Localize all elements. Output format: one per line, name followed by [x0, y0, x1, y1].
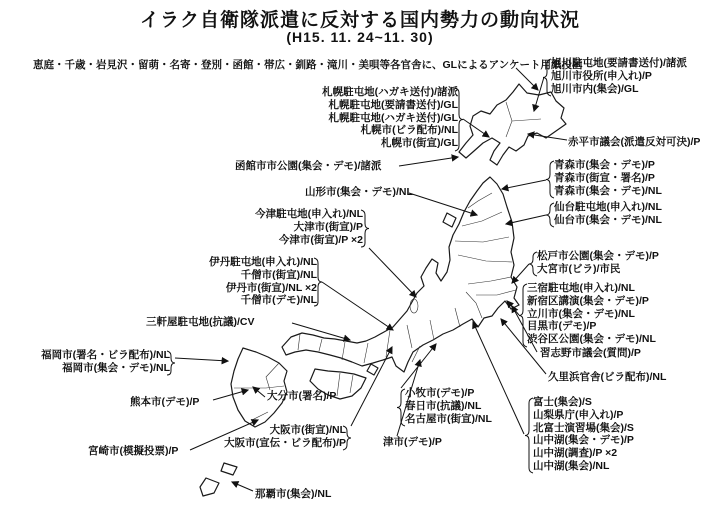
label-line: 三宿駐屯地(申入れ)/NL	[527, 282, 635, 294]
label-group-sangenya	[146, 316, 255, 329]
label-group-kurihama	[548, 371, 666, 384]
label-group-akabira	[568, 136, 700, 149]
label-group-imazu	[255, 208, 363, 246]
label-line: 今津駐屯地(申入れ)/NL	[255, 208, 363, 220]
label-line: 福岡市(署名・ビラ配布)/NL	[41, 349, 170, 361]
label-line: 春日市(抗議)/NL	[405, 399, 482, 412]
label-line: 札幌駐屯地(ハガキ送付)/諸派	[322, 86, 458, 98]
label-line: 仙台市(集会・デモ)/NL	[554, 213, 662, 226]
label-line: 宮崎市(模擬投票)/P	[88, 445, 179, 457]
label-line: 小牧市(デモ)/P	[405, 387, 475, 399]
label-group-hakodate	[235, 160, 381, 173]
brace-mishuku	[519, 284, 527, 347]
label-group-miyazaki	[88, 445, 178, 458]
kyushu-outline	[231, 348, 287, 427]
arrow-yamagata	[409, 193, 477, 215]
label-line: 名古屋市(街宣)/NL	[405, 412, 492, 425]
arrow-imazu	[369, 248, 416, 297]
brace-aomori	[546, 161, 554, 198]
brace-komaki	[397, 389, 405, 426]
label-group-sapporo	[322, 86, 458, 150]
brace-fuji	[525, 398, 533, 473]
label-line: 仙台駐屯地(申入れ)/NL	[554, 201, 662, 213]
label-line: 新宿区講演(集会・デモ)/P	[527, 294, 649, 307]
label-line: 三軒屋駐屯地(抗議)/CV	[146, 316, 255, 328]
label-line: 旭川駐屯地(要請書送付)/諸派	[551, 57, 687, 69]
okinawa-island	[221, 463, 237, 475]
label-line: 青森市(街宣・署名)/P	[554, 171, 655, 184]
label-group-naha	[255, 488, 331, 501]
label-group-osaka	[224, 424, 346, 450]
label-line: 伊丹市(街宣)/NL ×2	[225, 281, 317, 294]
label-group-aomori	[554, 159, 662, 197]
label-group-mishuku	[527, 282, 656, 346]
arrow-fukuoka	[175, 358, 228, 361]
label-line: 渋谷区公園(集会・デモ)/NL	[527, 333, 656, 346]
label-line: 旭川市内(集会)/GL	[551, 82, 639, 95]
arrow-matsudo	[512, 264, 529, 283]
label-line: 北富士演習場(集会)/S	[533, 421, 634, 434]
label-line: 青森市(集会・デモ)/NL	[554, 184, 662, 197]
label-line: 青森市(集会・デモ)/P	[554, 159, 655, 171]
label-line: 山中湖(集会)/NL	[533, 459, 610, 472]
label-group-komaki	[405, 387, 492, 425]
label-line: 札幌市(ビラ配布)/NL	[360, 124, 458, 137]
label-line: 千僧市(デモ)/NL	[240, 294, 317, 307]
label-line: 久里浜官舎(ビラ配布)/NL	[548, 371, 667, 383]
label-line: 大分市(署名)/P	[267, 390, 337, 402]
label-group-matsudo	[537, 250, 659, 276]
label-group-fuji	[533, 396, 634, 473]
arrow-aomori	[502, 180, 546, 189]
label-group-itami	[209, 256, 317, 307]
label-line: 千僧市(街宣)/NL	[240, 268, 317, 281]
sado-island	[443, 213, 456, 227]
label-line: 大阪市(街宣)/NL	[269, 424, 346, 436]
label-line: 山形市(集会・デモ)/NL	[305, 186, 413, 198]
page-title: イラク自衛隊派遣に反対する国内勢力の動向状況	[139, 10, 580, 31]
arrow-hakodate	[399, 157, 458, 166]
label-group-tsu	[383, 436, 442, 449]
brace-sendai	[546, 203, 554, 227]
label-line: 今津市(街宣)/P ×2	[278, 233, 363, 246]
label-line: 札幌駐屯地(ハガキ送付)/GL	[328, 111, 458, 124]
label-line: 大阪市(宣伝・ビラ配布)/P	[224, 436, 346, 449]
okinawa-island	[200, 478, 219, 496]
label-line: 赤平市議会(派遣反対可決)/P	[568, 136, 701, 148]
label-line: 富士(集会)/S	[533, 396, 592, 408]
top-note: 恵庭・千歳・岩見沢・留萌・名寄・登別・函館・帯広・釧路・滝川・美唄等各官舎に、GLによるアンケート用紙投函	[33, 59, 583, 71]
page-subtitle: (H15. 11. 24~11. 30)	[286, 29, 434, 45]
label-line: 山中湖(集会・デモ)/P	[533, 434, 634, 447]
label-line: 津市(デモ)/P	[383, 436, 442, 448]
label-group-sendai	[554, 201, 662, 227]
label-line: 那覇市(集会)/NL	[255, 488, 332, 500]
label-group-fukuoka	[41, 349, 170, 375]
label-line: 福岡市(集会・デモ)/NL	[62, 361, 170, 374]
label-line: 山梨県庁(申入れ)/P	[533, 408, 624, 421]
label-line: 函館市市公園(集会・デモ)/諸派	[235, 160, 382, 172]
label-group-oita	[267, 390, 336, 403]
label-group-asahikawa	[551, 57, 687, 95]
label-line: 伊丹駐屯地(申入れ)/NL	[209, 256, 317, 268]
arrow-itami	[322, 282, 393, 330]
label-group-kumamoto	[130, 396, 199, 409]
arrow-naha	[232, 482, 253, 491]
label-line: 大津市(街宣)/P	[293, 220, 363, 233]
label-line: 山中湖(調査)/P ×2	[533, 447, 618, 460]
brace-matsudo	[529, 252, 537, 276]
label-group-yamagata	[305, 186, 413, 199]
label-line: 習志野市議会(質問)/P	[540, 347, 641, 359]
label-line: 札幌市(街宣)/GL	[381, 137, 458, 150]
label-line: 松戸市公園(集会・デモ)/P	[537, 250, 659, 262]
label-line: 札幌駐屯地(要請書送付)/GL	[328, 98, 458, 111]
label-line: 立川市(集会・デモ)/NL	[527, 307, 635, 320]
arrow-sendai	[506, 215, 546, 224]
label-line: 熊本市(デモ)/P	[130, 396, 200, 408]
awaji-island	[367, 364, 378, 375]
label-group-narashino	[540, 347, 641, 360]
label-line: 旭川市役所(申入れ)/P	[551, 69, 652, 82]
label-line: 目黒市(デモ)/P	[527, 320, 597, 333]
label-line: 大宮市(ビラ)/市民	[537, 262, 621, 275]
